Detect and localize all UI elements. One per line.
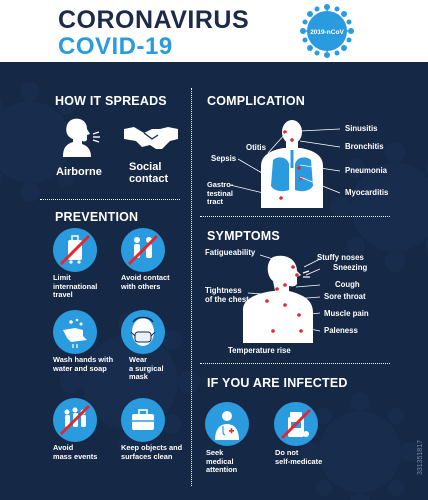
title-covid-19: COVID-19: [58, 33, 173, 60]
complication-bronchitis: Bronchitis: [345, 142, 384, 151]
prevention-label-mass-events: Avoid mass events: [53, 443, 98, 461]
symptom-sore-throat: Sore throat: [324, 292, 366, 301]
complication-gastrointestinal: Gastro- testinal tract: [207, 180, 234, 207]
spreads-label-airborne: Airborne: [56, 166, 102, 178]
divider-complication-symptoms: [200, 216, 390, 217]
watermark-id: 331351817: [417, 440, 424, 476]
section-title-prevention: PREVENTION: [55, 210, 139, 224]
prevention-label-clean: Keep objects and surfaces clean: [121, 443, 183, 461]
divider-spreads-prevention: [40, 199, 180, 200]
symptom-sneezing: Sneezing: [333, 263, 368, 272]
head-breathing-icon: [55, 117, 105, 157]
spreads-label-social-contact: Social contact: [129, 161, 169, 186]
prevention-label-travel: Limit international travel: [53, 273, 98, 300]
background-virus-icon: [300, 392, 420, 500]
people-crossed-icon: [121, 228, 165, 272]
section-title-spreads: HOW IT SPREADS: [55, 94, 167, 108]
complication-sinusitis: Sinusitis: [345, 124, 378, 133]
badge-text: 2019-nCoV: [310, 29, 344, 36]
symptom-fatigueability: Fatigueability: [205, 248, 256, 257]
vertical-divider: [191, 88, 192, 486]
symptom-paleness: Paleness: [324, 326, 358, 335]
symptom-stuffy-noses: Stuffy noses: [317, 253, 364, 262]
handshake-icon: [122, 121, 180, 151]
section-title-complication: COMPLICATION: [207, 94, 305, 108]
hand-washing-icon: [53, 310, 97, 354]
infected-label-medical: Seek medical attention: [206, 448, 238, 475]
pill-bottle-crossed-icon: [274, 402, 318, 446]
divider-symptoms-infected: [200, 363, 390, 364]
doctor-icon: [205, 402, 249, 446]
face-mask-icon: [121, 310, 165, 354]
complication-sepsis: Sepsis: [211, 154, 237, 163]
title-coronavirus: CORONAVIRUS: [58, 6, 250, 34]
briefcase-icon: [121, 398, 165, 442]
header: [0, 0, 428, 62]
prevention-label-wash-hands: Wash hands with water and soap: [53, 355, 114, 373]
symptom-cough: Cough: [335, 280, 360, 289]
virus-badge-icon: [288, 3, 366, 59]
symptom-muscle-pain: Muscle pain: [324, 309, 369, 318]
crowd-crossed-icon: [53, 398, 97, 442]
complication-pneumonia: Pneumonia: [345, 166, 388, 175]
complication-myocarditis: Myocarditis: [345, 188, 389, 197]
symptom-tightness-chest: Tightness of the chest: [205, 286, 249, 304]
prevention-label-contact: Avoid contact with others: [121, 273, 170, 291]
prevention-label-mask: Wear a surgical mask: [129, 355, 164, 382]
section-title-symptoms: SYMPTOMS: [207, 229, 280, 243]
infected-label-self-medicate: Do not self-medicate: [275, 448, 323, 466]
section-title-infected: IF YOU ARE INFECTED: [207, 376, 348, 390]
symptom-temperature-rise: Temperature rise: [228, 346, 291, 355]
complication-otitis: Otitis: [246, 143, 266, 152]
luggage-crossed-icon: [53, 228, 97, 272]
